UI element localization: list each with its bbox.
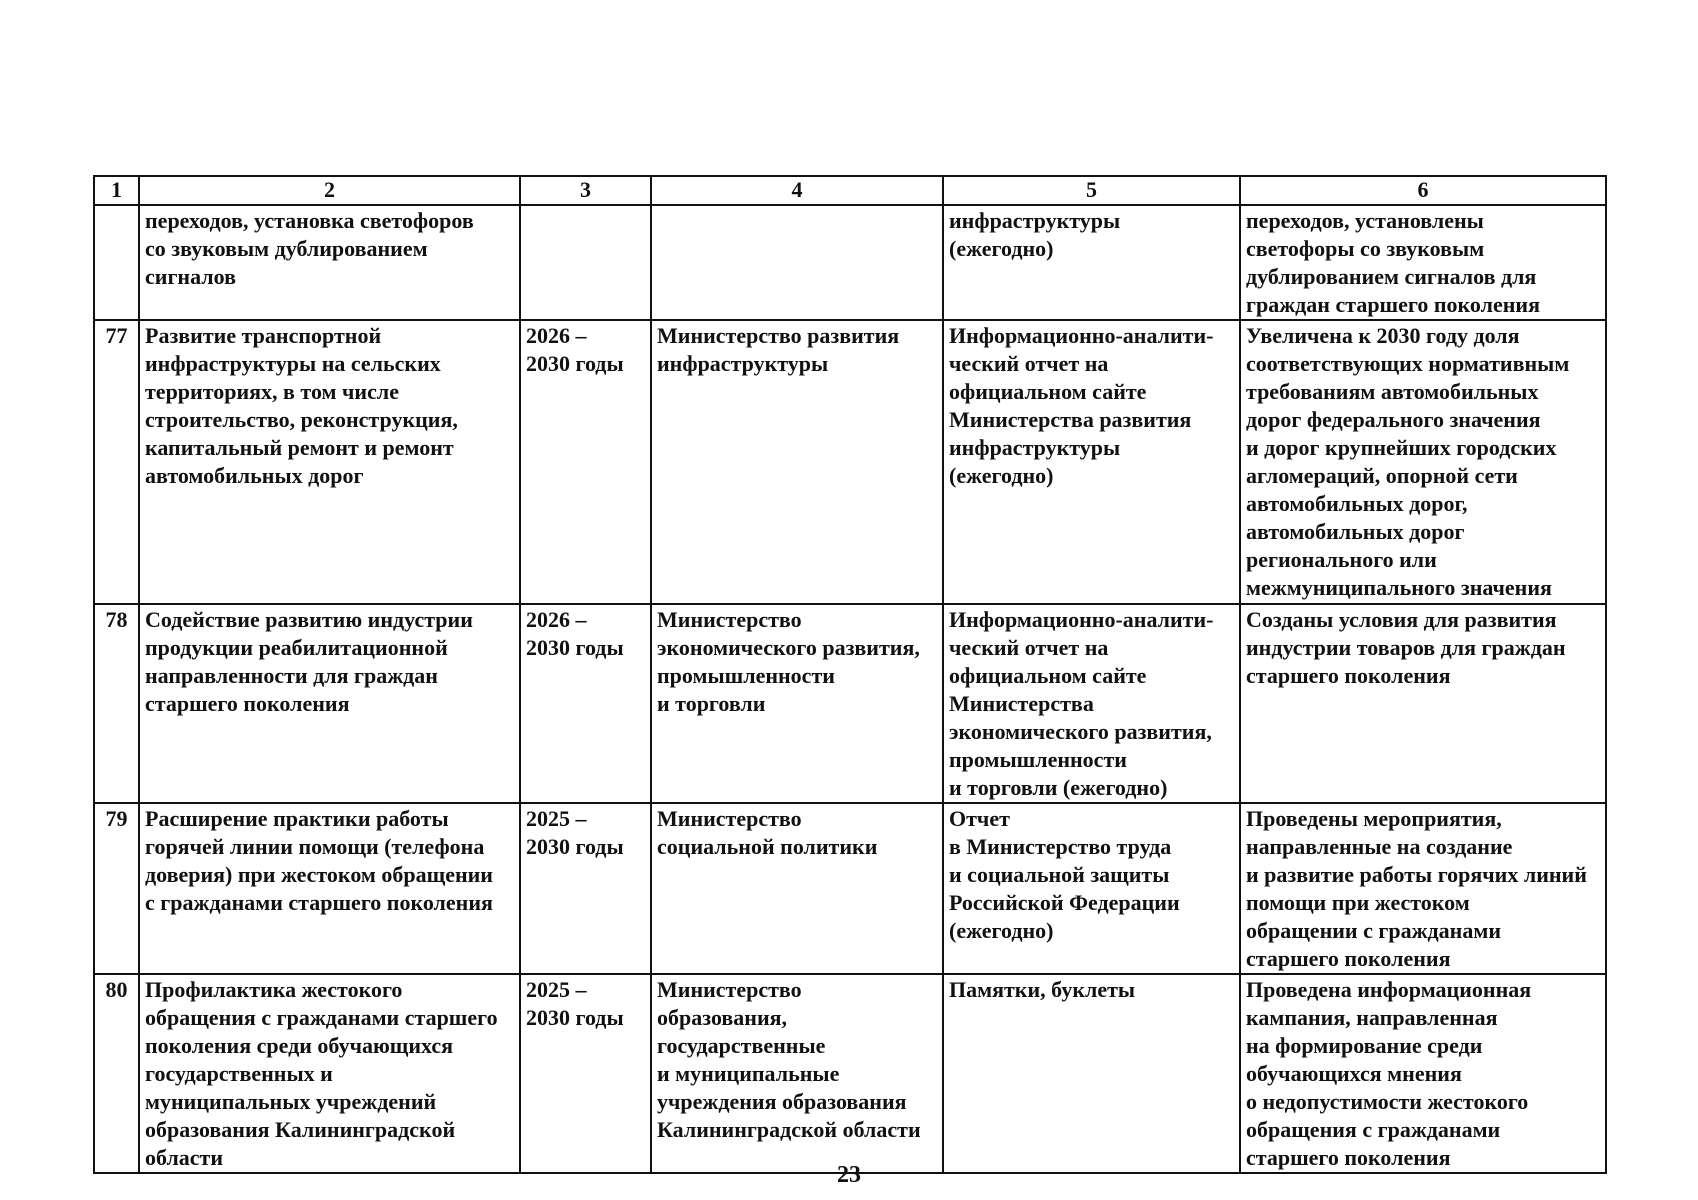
column-header-4: 4: [651, 176, 943, 205]
outcome-cell: Проведена информационная кампания, направленная на формирование среди обучающихся мнения о недопустимости жестокого обращения с гражданами старшего поколения: [1240, 974, 1606, 1173]
period-cell: 2025 – 2030 годы: [520, 974, 651, 1173]
executor-cell: Министерство экономического развития, промышленности и торговли: [651, 604, 943, 803]
executor-cell: [651, 205, 943, 320]
executor-cell: Министерство развития инфраструктуры: [651, 320, 943, 604]
column-number-row: [94, 176, 1606, 205]
measure-cell: Профилактика жестокого обращения с гражданами старшего поколения среди обучающихся государственных и муниципальных учреждений образования Калининградской области: [139, 974, 520, 1173]
row-number: 79: [94, 803, 139, 974]
table-row: [94, 320, 1606, 604]
row-number: [94, 205, 139, 320]
result-form-cell: Информационно-аналити- ческий отчет на официальном сайте Министерства развития инфраструктуры (ежегодно): [943, 320, 1240, 604]
outcome-cell: переходов, установлены светофоры со звуковым дублированием сигналов для граждан старшего поколения: [1240, 205, 1606, 320]
result-form-cell: инфраструктуры (ежегодно): [943, 205, 1240, 320]
table-row: [94, 604, 1606, 803]
period-cell: 2025 – 2030 годы: [520, 803, 651, 974]
executor-cell: Министерство социальной политики: [651, 803, 943, 974]
result-form-cell: Памятки, буклеты: [943, 974, 1240, 1173]
outcome-cell: Созданы условия для развития индустрии товаров для граждан старшего поколения: [1240, 604, 1606, 803]
period-cell: [520, 205, 651, 320]
column-header-5: 5: [943, 176, 1240, 205]
column-header-6: 6: [1240, 176, 1606, 205]
executor-cell: Министерство образования, государственные и муниципальные учреждения образования Калининградской области: [651, 974, 943, 1173]
row-number: 77: [94, 320, 139, 604]
outcome-cell: Увеличена к 2030 году доля соответствующих нормативным требованиям автомобильных дорог федерального значения и дорог крупнейших городских агломераций, опорной сети автомобильных дорог, автомобильных дорог регионального или межмуниципального значения: [1240, 320, 1606, 604]
table-row: [94, 205, 1606, 320]
measure-cell: Содействие развитию индустрии продукции реабилитационной направленности для граждан старшего поколения: [139, 604, 520, 803]
measure-cell: переходов, установка светофоров со звуковым дублированием сигналов: [139, 205, 520, 320]
outcome-cell: Проведены мероприятия, направленные на создание и развитие работы горячих линий помощи при жестоком обращении с гражданами старшего поколения: [1240, 803, 1606, 974]
row-number: 80: [94, 974, 139, 1173]
measures-table: [93, 175, 1607, 1174]
result-form-cell: Информационно-аналити- ческий отчет на официальном сайте Министерства экономического развития, промышленности и торговли (ежегодно): [943, 604, 1240, 803]
measure-cell: Расширение практики работы горячей линии помощи (телефона доверия) при жестоком обращении с гражданами старшего поколения: [139, 803, 520, 974]
row-number: 78: [94, 604, 139, 803]
measure-cell: Развитие транспортной инфраструктуры на сельских территориях, в том числе строительство, реконструкция, капитальный ремонт и ремонт автомобильных дорог: [139, 320, 520, 604]
table-row: [94, 803, 1606, 974]
page-number: 23: [837, 1162, 861, 1188]
period-cell: 2026 – 2030 годы: [520, 320, 651, 604]
result-form-cell: Отчет в Министерство труда и социальной защиты Российской Федерации (ежегодно): [943, 803, 1240, 974]
period-cell: 2026 – 2030 годы: [520, 604, 651, 803]
column-header-1: 1: [94, 176, 139, 205]
column-header-3: 3: [520, 176, 651, 205]
table-row: [94, 974, 1606, 1173]
column-header-2: 2: [139, 176, 520, 205]
